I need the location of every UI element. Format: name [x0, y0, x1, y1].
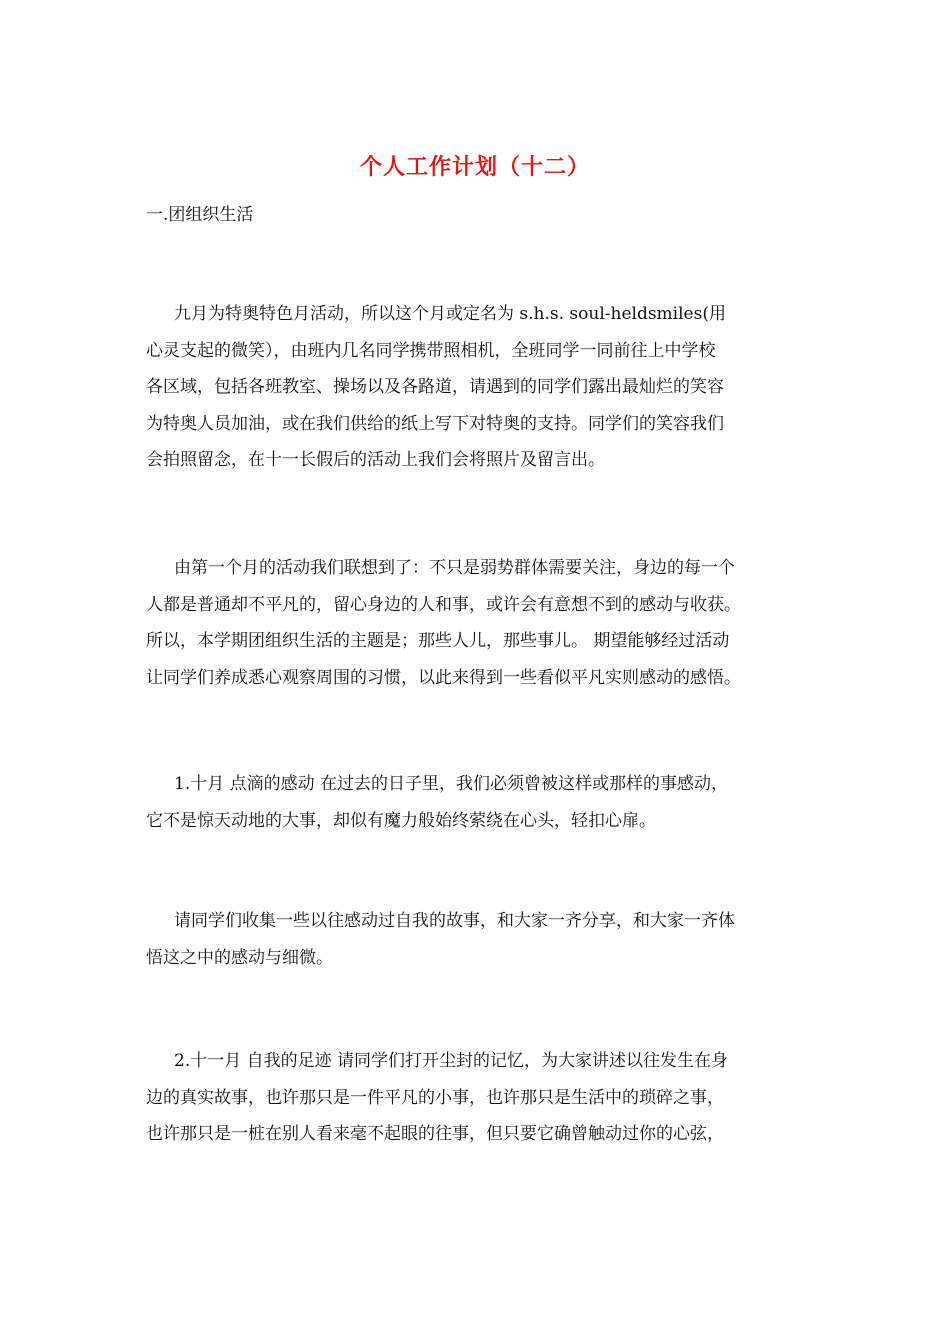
document-title: 个人工作计划（十二）: [359, 154, 590, 180]
paragraph-line: 由第一个月的活动我们联想到了：不只是弱势群体需要关注，身边的每一个: [174, 558, 735, 578]
paragraph-line: 各区域，包括各班教室、操场以及各路道，请遇到的同学们露出最灿烂的笑容: [146, 377, 724, 397]
paragraph-line: 边的真实故事，也许那只是一件平凡的小事，也许那只是生活中的琐碎之事，: [146, 1087, 724, 1108]
paragraph-line: 也许那只是一桩在别人看来毫不起眼的往事，但只要它确曾触动过你的心弦，: [146, 1124, 724, 1144]
paragraph-2: [146, 550, 810, 696]
paragraph-line: 九月为特奥特色月活动，所以这个月或定名为 s.h.s. soul-heldsmiles(用: [174, 304, 726, 324]
paragraph-line: 所以，本学期团组织生活的主题是；那些人儿，那些事儿。 期望能够经过活动: [146, 631, 730, 651]
section-heading: 一.团组织生活: [146, 205, 254, 225]
paragraph-line: 会拍照留念，在十一长假后的活动上我们会将照片及留言出。: [146, 450, 605, 470]
paragraph-line: 请同学们收集一些以往感动过自我的故事，和大家一齐分享，和大家一齐体: [174, 911, 735, 931]
paragraph-line: 悟这之中的感动与细微。: [146, 947, 333, 968]
paragraph-5: [146, 1043, 810, 1153]
paragraph-line: 2.十一月 自我的足迹 请同学们打开尘封的记忆，为大家讲述以往发生在身: [174, 1051, 729, 1071]
paragraph-line: 人都是普通却不平凡的，留心身边的人和事，或许会有意想不到的感动与收获。: [146, 594, 741, 615]
paragraph-line: 它不是惊天动地的大事，却似有魔力般始终萦绕在心头，轻扣心扉。: [146, 810, 656, 831]
paragraph-line: 让同学们养成悉心观察周围的习惯，以此来得到一些看似平凡实则感动的感悟。: [146, 667, 741, 688]
paragraph-line: 1.十月 点滴的感动 在过去的日子里，我们必须曾被这样或那样的事感动，: [174, 774, 729, 794]
paragraph-3: [146, 766, 810, 839]
paragraph-4: [146, 903, 810, 976]
paragraph-1: [146, 296, 810, 479]
paragraph-line: 心灵支起的微笑），由班内几名同学携带照相机，全班同学一同前往上中学校: [146, 340, 716, 361]
paragraph-line: 为特奥人员加油，或在我们供给的纸上写下对特奥的支持。同学们的笑容我们: [146, 413, 724, 434]
